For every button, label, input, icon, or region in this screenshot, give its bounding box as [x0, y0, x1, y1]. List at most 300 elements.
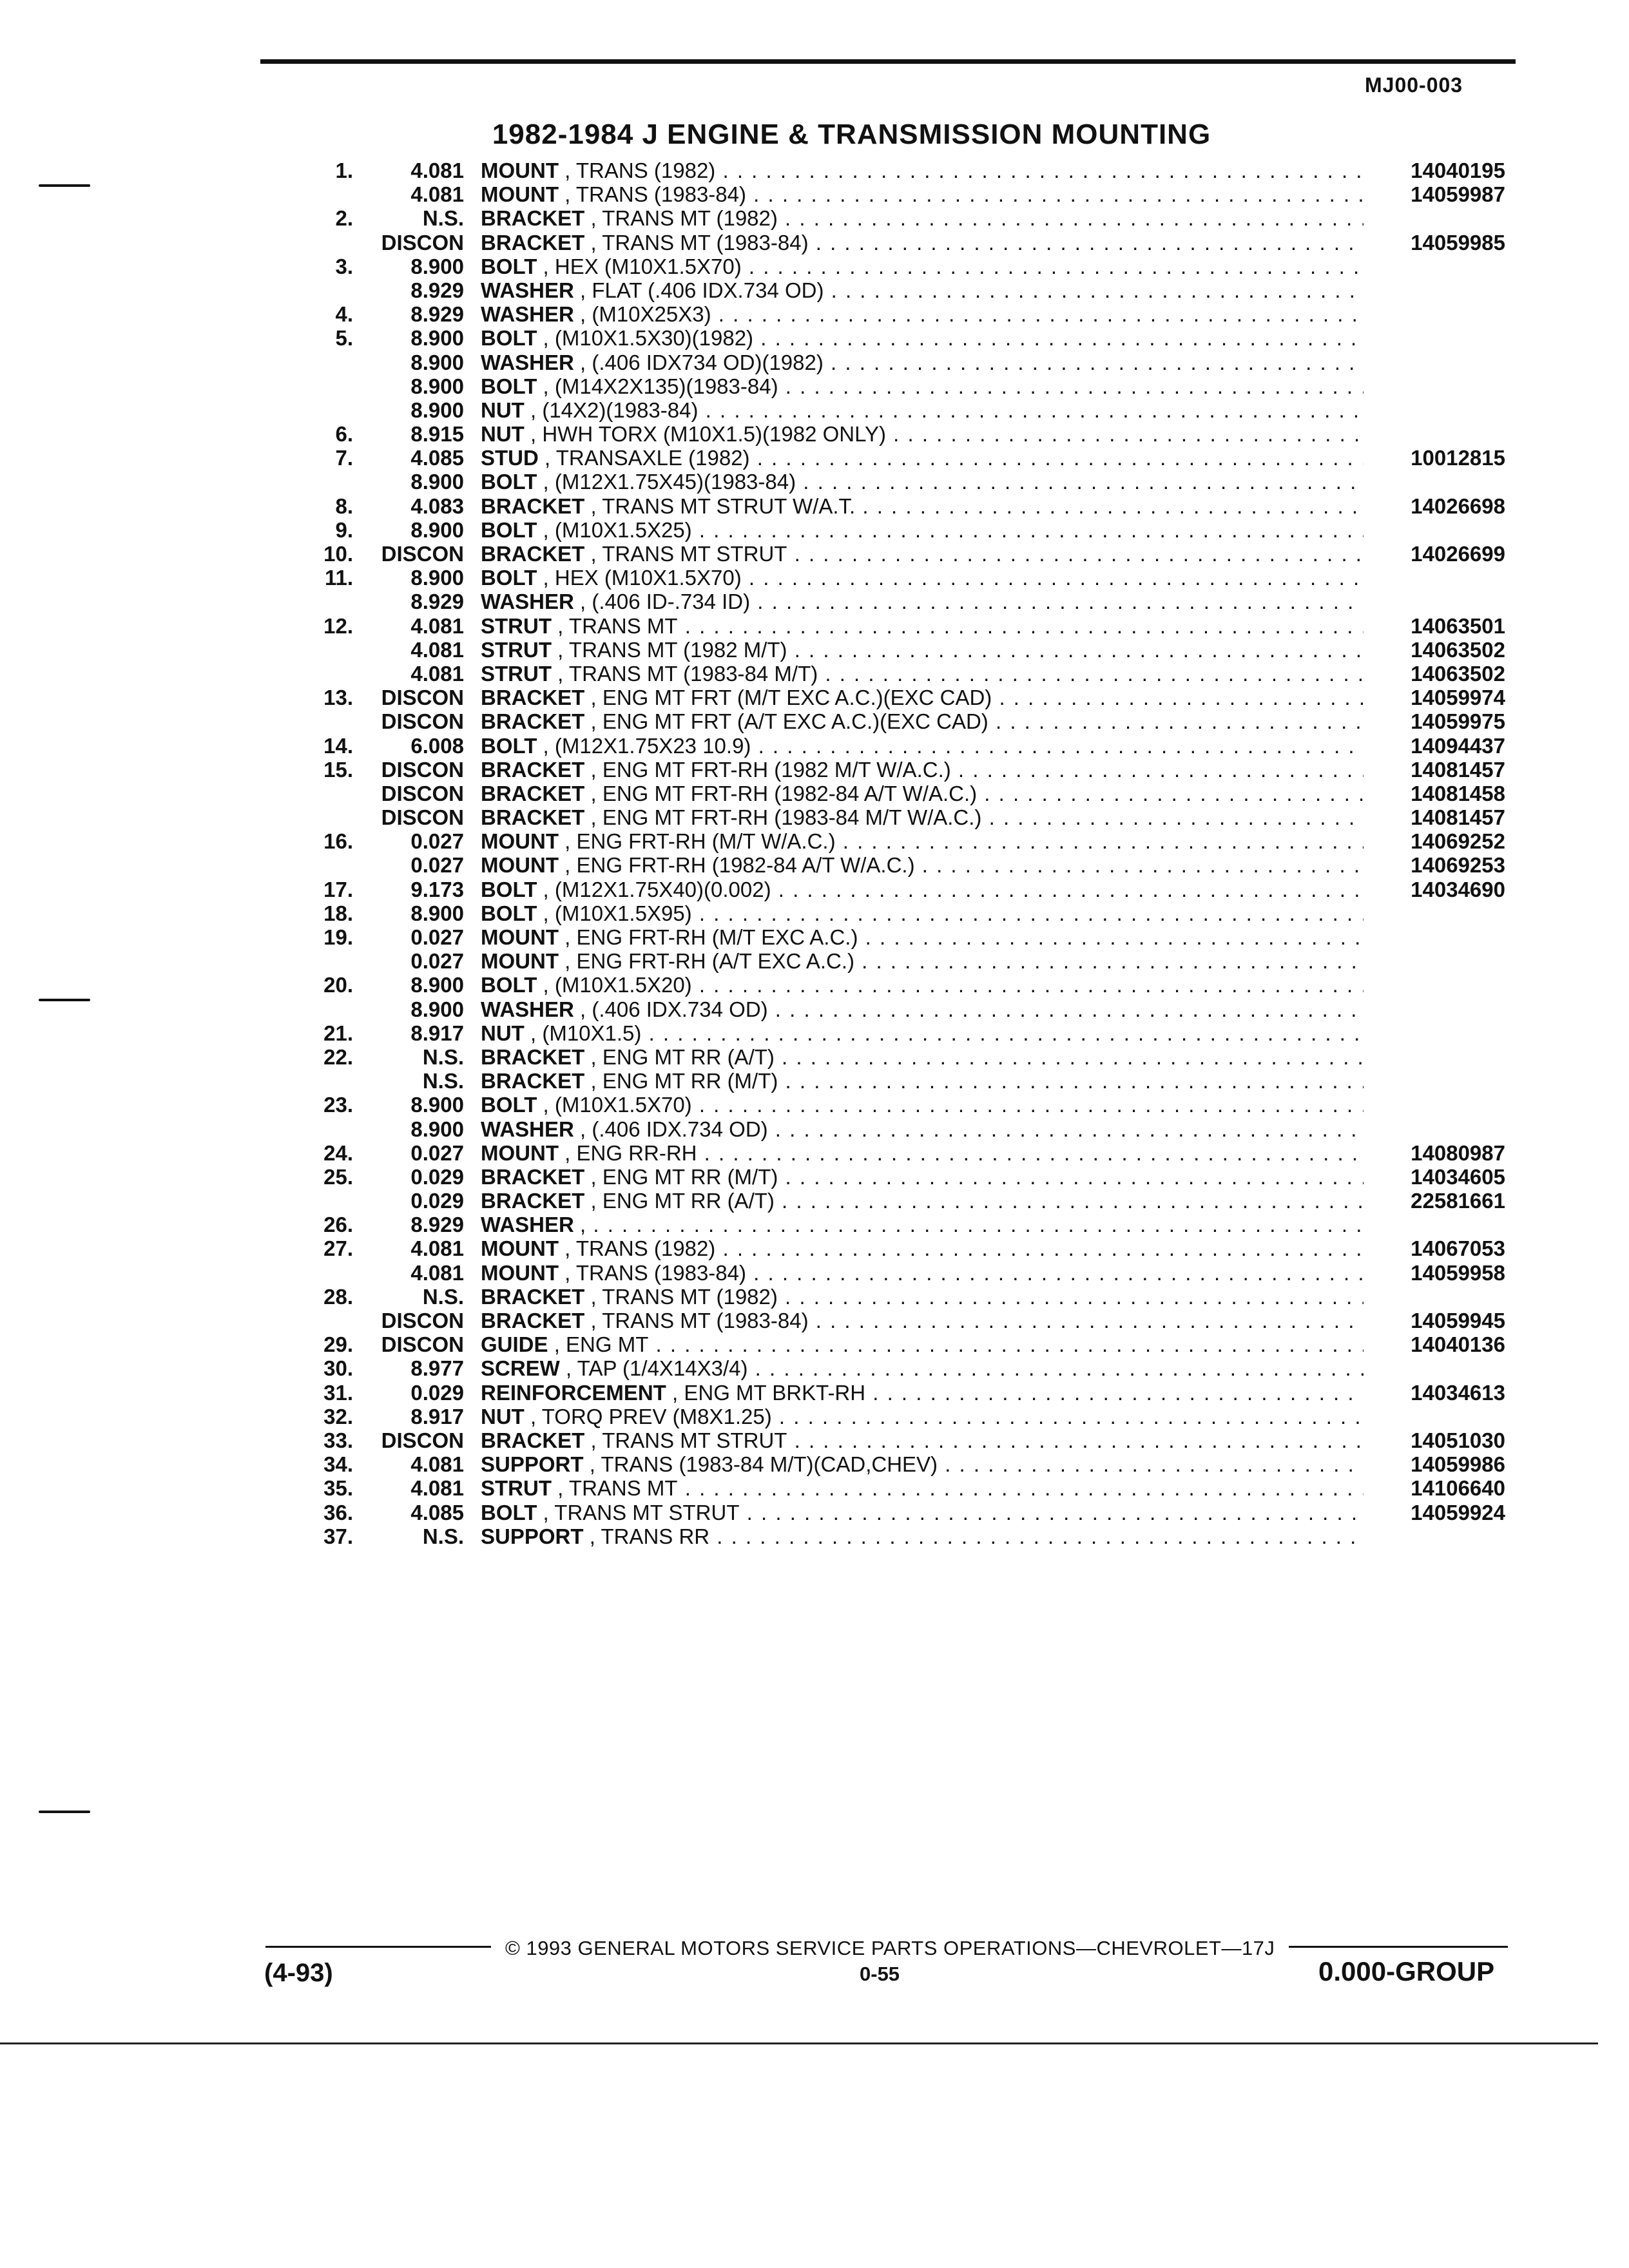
- part-detail: , (M12X1.75X23 10.9): [543, 733, 751, 758]
- group-number: 8.917: [410, 1021, 464, 1045]
- item-number: 12.: [323, 613, 353, 638]
- parts-list-row: [0, 829, 1629, 853]
- part-number: 14081457: [1411, 805, 1505, 830]
- part-number: 14080987: [1411, 1140, 1505, 1165]
- parts-list-row: [0, 1452, 1629, 1476]
- part-description: [481, 1069, 1364, 1093]
- parts-list-row: [0, 878, 1629, 901]
- part-detail: , ENG MT FRT-RH (1982-84 A/T W/A.C.): [590, 781, 978, 805]
- part-detail: , TRANS (1983-84): [564, 1260, 746, 1285]
- group-number: 8.900: [410, 254, 464, 278]
- group-number: N.S.: [422, 1524, 464, 1548]
- part-description: [481, 374, 1364, 398]
- part-description: [481, 1285, 1364, 1309]
- revision-date: (4-93): [264, 1959, 333, 1987]
- group-number: 0.027: [410, 853, 464, 878]
- item-number: 6.: [335, 422, 353, 447]
- group-number: 8.900: [410, 350, 464, 374]
- parts-list-row: [0, 422, 1629, 446]
- part-number: 14063502: [1411, 661, 1505, 686]
- part-name: WASHER: [481, 278, 574, 302]
- part-description: [481, 1356, 1364, 1380]
- part-detail: , TRANS RR: [589, 1524, 710, 1548]
- group-number: 6.008: [410, 733, 464, 758]
- parts-list-row: [0, 734, 1629, 758]
- group-number: 4.081: [410, 182, 464, 207]
- item-number: 13.: [323, 686, 353, 710]
- part-detail: , TRANSAXLE (1982): [545, 446, 750, 470]
- group-number: N.S.: [422, 1284, 464, 1309]
- parts-list-row: [0, 206, 1629, 230]
- group-number: N.S.: [422, 1044, 464, 1069]
- part-description: [481, 805, 1364, 829]
- group-number: DISCON: [381, 1309, 464, 1332]
- part-name: MOUNT: [481, 853, 559, 878]
- part-detail: , TRANS MT (1983-84 M/T): [557, 661, 818, 686]
- part-detail: , TRANS (1983-84): [564, 182, 746, 207]
- item-number: 29.: [323, 1332, 353, 1357]
- parts-list-row: [0, 518, 1629, 542]
- part-name: BOLT: [481, 517, 537, 542]
- part-number: 14026698: [1411, 494, 1505, 518]
- item-number: 2.: [335, 206, 353, 231]
- item-number: 31.: [323, 1380, 353, 1405]
- group-number: 0.027: [410, 925, 464, 949]
- part-description: [481, 1189, 1364, 1213]
- item-number: 33.: [323, 1428, 353, 1452]
- part-name: BOLT: [481, 374, 537, 398]
- part-name: BRACKET: [481, 1044, 585, 1069]
- group-number: DISCON: [381, 686, 464, 710]
- part-name: BRACKET: [481, 1069, 585, 1093]
- group-number: 8.900: [410, 326, 464, 351]
- part-number: 22581661: [1411, 1189, 1505, 1213]
- part-description: [481, 686, 1364, 709]
- parts-list-row: [0, 1117, 1629, 1141]
- part-name: GUIDE: [481, 1332, 548, 1357]
- part-detail: , (14X2)(1983-84): [530, 398, 699, 422]
- part-detail: , TORQ PREV (M8X1.25): [530, 1404, 772, 1428]
- parts-list-row: [0, 326, 1629, 350]
- part-name: BOLT: [481, 1093, 537, 1117]
- part-name: MOUNT: [481, 1260, 559, 1285]
- item-number: 30.: [323, 1356, 353, 1381]
- item-number: 24.: [323, 1140, 353, 1165]
- item-number: 21.: [323, 1021, 353, 1045]
- part-description: [481, 758, 1364, 782]
- part-name: MOUNT: [481, 949, 559, 974]
- part-detail: , TRANS MT (1983-84): [590, 1309, 809, 1332]
- part-description: [481, 326, 1364, 350]
- part-description: [481, 1045, 1364, 1069]
- group-number: 0.027: [410, 1140, 464, 1165]
- group-number: 8.900: [410, 398, 464, 422]
- item-number: 7.: [335, 446, 353, 470]
- parts-list-row: [0, 494, 1629, 518]
- part-description: [481, 614, 1364, 638]
- part-name: NUT: [481, 422, 525, 447]
- part-detail: , (M14X2X135)(1983-84): [543, 374, 778, 398]
- margin-mark: [39, 1811, 90, 1813]
- group-number: 8.977: [410, 1356, 464, 1381]
- group-number: 8.900: [410, 566, 464, 590]
- page-title: 1982-1984 J ENGINE & TRANSMISSION MOUNTING: [492, 119, 1211, 150]
- parts-list-row: [0, 398, 1629, 422]
- item-number: 20.: [323, 973, 353, 997]
- part-detail: , (.406 IDX734 OD)(1982): [580, 350, 824, 374]
- part-description: [481, 302, 1364, 326]
- group-number: 0.029: [410, 1164, 464, 1189]
- part-description: [481, 709, 1364, 733]
- part-description: [481, 1452, 1364, 1476]
- group-number: 8.900: [410, 1093, 464, 1117]
- parts-list-row: [0, 159, 1629, 182]
- parts-list-row: [0, 302, 1629, 326]
- bottom-rule: [0, 2042, 1598, 2044]
- part-name: STUD: [481, 446, 539, 470]
- parts-list-row: [0, 590, 1629, 613]
- group-number: 0.029: [410, 1189, 464, 1213]
- part-name: WASHER: [481, 1117, 574, 1141]
- group-number: 8.917: [410, 1404, 464, 1428]
- part-number: 14063501: [1411, 613, 1505, 638]
- part-name: BRACKET: [481, 1189, 585, 1213]
- part-detail: , (M10X1.5X30)(1982): [543, 326, 754, 351]
- part-detail: , TRANS MT: [557, 1476, 678, 1501]
- group-number: DISCON: [381, 542, 464, 566]
- group-number: 0.029: [410, 1380, 464, 1405]
- part-description: [481, 662, 1364, 686]
- parts-list-row: [0, 782, 1629, 805]
- part-name: BRACKET: [481, 230, 585, 255]
- part-detail: , TRANS MT (1983-84): [590, 230, 809, 255]
- item-number: 34.: [323, 1452, 353, 1477]
- parts-list-row: [0, 614, 1629, 638]
- part-detail: , ENG MT FRT-RH (1983-84 M/T W/A.C.): [590, 805, 982, 830]
- part-name: BOLT: [481, 901, 537, 925]
- part-name: MOUNT: [481, 159, 559, 182]
- part-detail: , TRANS MT (1982 M/T): [557, 637, 787, 662]
- parts-list-row: [0, 1261, 1629, 1285]
- parts-list-row: [0, 638, 1629, 662]
- part-name: BRACKET: [481, 206, 585, 231]
- group-number: 8.929: [410, 590, 464, 614]
- part-detail: , (M10X1.5X25): [543, 517, 692, 542]
- parts-list-row: [0, 709, 1629, 733]
- item-number: 17.: [323, 877, 353, 901]
- part-detail: , TRANS (1983-84 M/T)(CAD,CHEV): [589, 1452, 938, 1477]
- part-name: BRACKET: [481, 494, 585, 518]
- group-number: N.S.: [422, 206, 464, 231]
- part-name: BRACKET: [481, 709, 585, 734]
- part-name: WASHER: [481, 350, 574, 374]
- part-description: [481, 1332, 1364, 1356]
- parts-list-row: [0, 1141, 1629, 1165]
- part-description: [481, 206, 1364, 230]
- group-number: 0.027: [410, 829, 464, 854]
- part-number: 14063502: [1411, 637, 1505, 662]
- copyright-notice: © 1993 GENERAL MOTORS SERVICE PARTS OPERATIONS—CHEVROLET—17J: [505, 1937, 1275, 1959]
- item-number: 18.: [323, 901, 353, 925]
- part-detail: , (M10X1.5X70): [543, 1093, 692, 1117]
- parts-list-row: [0, 278, 1629, 302]
- parts-list-row: [0, 1045, 1629, 1069]
- part-description: [481, 925, 1364, 949]
- item-number: 37.: [323, 1524, 353, 1548]
- part-detail: , (.406 ID-.734 ID): [580, 590, 751, 614]
- parts-list-row: [0, 374, 1629, 398]
- footer-rule-right: [1289, 1946, 1508, 1948]
- item-number: 26.: [323, 1213, 353, 1237]
- parts-list-row: [0, 231, 1629, 255]
- part-description: [481, 590, 1364, 613]
- part-number: 14081457: [1411, 757, 1505, 782]
- part-description: [481, 231, 1364, 255]
- part-description: [481, 1236, 1364, 1260]
- part-name: BOLT: [481, 973, 537, 997]
- part-description: [481, 159, 1364, 182]
- part-description: [481, 1428, 1364, 1452]
- part-name: BRACKET: [481, 1284, 585, 1309]
- part-detail: , TRANS MT (1982): [590, 1284, 778, 1309]
- part-number: 14094437: [1411, 733, 1505, 758]
- part-description: [481, 1093, 1364, 1117]
- part-name: BRACKET: [481, 781, 585, 805]
- part-name: SUPPORT: [481, 1452, 584, 1477]
- part-detail: , ENG FRT-RH (M/T W/A.C.): [564, 829, 836, 854]
- part-detail: , (M12X1.75X45)(1983-84): [543, 470, 796, 494]
- group-number: 0.027: [410, 949, 464, 974]
- part-detail: , TRANS MT STRUT: [543, 1500, 740, 1524]
- part-description: [481, 901, 1364, 925]
- parts-list-row: [0, 470, 1629, 494]
- group-number: DISCON: [381, 1332, 464, 1357]
- part-number: 14059924: [1411, 1500, 1505, 1524]
- part-number: 10012815: [1411, 446, 1505, 470]
- part-description: [481, 1261, 1364, 1285]
- part-name: MOUNT: [481, 1140, 559, 1165]
- part-detail: , ENG FRT-RH (A/T EXC A.C.): [564, 949, 854, 974]
- group-number: DISCON: [381, 757, 464, 782]
- part-description: [481, 566, 1364, 590]
- part-name: STRUT: [481, 613, 552, 638]
- item-number: 25.: [323, 1164, 353, 1189]
- item-number: 35.: [323, 1476, 353, 1501]
- group-number: 4.081: [410, 1260, 464, 1285]
- group-number: 8.900: [410, 517, 464, 542]
- part-detail: , (.406 IDX.734 OD): [580, 997, 768, 1021]
- part-number: 14069252: [1411, 829, 1505, 854]
- part-detail: , ENG MT RR (A/T): [590, 1189, 775, 1213]
- part-detail: , TRANS MT STRUT: [590, 542, 787, 566]
- parts-list-row: [0, 1476, 1629, 1500]
- part-name: BRACKET: [481, 757, 585, 782]
- parts-list-row: [0, 1332, 1629, 1356]
- document-id: MJ00-003: [1365, 73, 1463, 97]
- part-number: 14040136: [1411, 1332, 1505, 1357]
- group-number: DISCON: [381, 230, 464, 255]
- parts-list-row: [0, 805, 1629, 829]
- part-description: [481, 470, 1364, 494]
- parts-list-row: [0, 1405, 1629, 1428]
- part-description: [481, 182, 1364, 206]
- part-name: BRACKET: [481, 686, 585, 710]
- group-number: 8.900: [410, 901, 464, 925]
- parts-list-row: [0, 1501, 1629, 1524]
- part-detail: , TRANS MT (1982): [590, 206, 778, 231]
- part-detail: , TAP (1/4X14X3/4): [566, 1356, 748, 1381]
- part-name: BRACKET: [481, 1164, 585, 1189]
- top-rule: [260, 59, 1516, 64]
- group-number: 4.081: [410, 661, 464, 686]
- item-number: 11.: [324, 566, 353, 590]
- part-detail: , ENG MT BRKT-RH: [672, 1380, 866, 1405]
- parts-list-row: [0, 1213, 1629, 1236]
- part-name: WASHER: [481, 1213, 574, 1237]
- part-description: [481, 1213, 1364, 1236]
- group-number: 4.081: [410, 1476, 464, 1501]
- part-detail: ,: [580, 1213, 586, 1237]
- part-name: MOUNT: [481, 925, 559, 949]
- page-number: 0-55: [860, 1963, 900, 1985]
- part-number: 14034690: [1411, 877, 1505, 901]
- part-description: [481, 446, 1364, 470]
- part-name: BOLT: [481, 877, 537, 901]
- part-description: [481, 1117, 1364, 1141]
- part-name: WASHER: [481, 997, 574, 1021]
- part-number: 14059986: [1411, 1452, 1505, 1477]
- part-description: [481, 878, 1364, 901]
- part-detail: , TRANS (1982): [564, 1236, 716, 1261]
- part-description: [481, 1141, 1364, 1165]
- part-detail: , ENG MT FRT-RH (1982 M/T W/A.C.): [590, 757, 951, 782]
- item-number: 9.: [335, 517, 353, 542]
- parts-list-row: [0, 1093, 1629, 1117]
- part-number: 14034605: [1411, 1164, 1505, 1189]
- part-description: [481, 853, 1364, 877]
- item-number: 22.: [323, 1044, 353, 1069]
- group-number: DISCON: [381, 805, 464, 830]
- parts-list-row: [0, 1381, 1629, 1405]
- part-name: BRACKET: [481, 805, 585, 830]
- part-description: [481, 494, 1364, 518]
- part-detail: , ENG MT RR (M/T): [590, 1069, 778, 1093]
- item-number: 4.: [335, 302, 353, 327]
- part-detail: , ENG MT RR (A/T): [590, 1044, 775, 1069]
- parts-list-row: [0, 1524, 1629, 1548]
- part-name: MOUNT: [481, 182, 559, 207]
- group-number: 4.085: [410, 1500, 464, 1524]
- group-number: 8.900: [410, 1117, 464, 1141]
- item-number: 5.: [335, 326, 353, 351]
- group-number: DISCON: [381, 781, 464, 805]
- group-number: 8.929: [410, 1213, 464, 1237]
- item-number: 14.: [323, 733, 353, 758]
- part-description: [481, 398, 1364, 422]
- group-number: N.S.: [422, 1069, 464, 1093]
- item-number: 36.: [323, 1500, 353, 1524]
- part-detail: , ENG RR-RH: [564, 1140, 697, 1165]
- group-number: 4.081: [410, 613, 464, 638]
- part-description: [481, 638, 1364, 662]
- part-description: [481, 542, 1364, 566]
- part-number: 14059985: [1411, 230, 1505, 255]
- part-detail: , FLAT (.406 IDX.734 OD): [580, 278, 824, 302]
- item-number: 32.: [323, 1404, 353, 1428]
- parts-list-row: [0, 182, 1629, 206]
- part-detail: , (M10X1.5X20): [543, 973, 692, 997]
- part-name: BRACKET: [481, 1309, 585, 1332]
- group-number: 8.915: [410, 422, 464, 447]
- item-number: 15.: [323, 757, 353, 782]
- part-number: 14069253: [1411, 853, 1505, 878]
- parts-list: [0, 159, 1629, 1548]
- part-number: 14059945: [1411, 1309, 1505, 1332]
- part-description: [481, 1165, 1364, 1189]
- group-number: 8.900: [410, 374, 464, 398]
- part-detail: , HEX (M10X1.5X70): [543, 254, 742, 278]
- part-detail: , (M10X1.5X95): [543, 901, 692, 925]
- part-name: BRACKET: [481, 1428, 585, 1452]
- parts-list-row: [0, 949, 1629, 973]
- part-number: 14059975: [1411, 709, 1505, 734]
- part-detail: , TRANS MT: [557, 613, 678, 638]
- group-number: 4.081: [410, 1236, 464, 1261]
- part-description: [481, 829, 1364, 853]
- part-number: 14067053: [1411, 1236, 1505, 1261]
- parts-list-row: [0, 997, 1629, 1021]
- part-name: STRUT: [481, 661, 552, 686]
- part-name: NUT: [481, 1404, 525, 1428]
- group-number: DISCON: [381, 1428, 464, 1452]
- parts-list-row: [0, 351, 1629, 374]
- part-name: BOLT: [481, 470, 537, 494]
- part-description: [481, 1501, 1364, 1524]
- part-number: 14106640: [1411, 1476, 1505, 1501]
- group-number: DISCON: [381, 709, 464, 734]
- part-name: BOLT: [481, 254, 537, 278]
- parts-list-row: [0, 1356, 1629, 1380]
- parts-list-row: [0, 1189, 1629, 1213]
- parts-list-row: [0, 1428, 1629, 1452]
- part-number: 14051030: [1411, 1428, 1505, 1452]
- parts-list-row: [0, 1285, 1629, 1309]
- parts-list-row: [0, 446, 1629, 470]
- part-description: [481, 734, 1364, 758]
- group-number: 9.173: [410, 877, 464, 901]
- part-number: 14059987: [1411, 182, 1505, 207]
- parts-list-row: [0, 853, 1629, 877]
- item-number: 28.: [323, 1284, 353, 1309]
- parts-list-row: [0, 566, 1629, 590]
- part-name: NUT: [481, 398, 525, 422]
- parts-list-row: [0, 1309, 1629, 1332]
- parts-list-row: [0, 542, 1629, 566]
- parts-list-row: [0, 1069, 1629, 1093]
- part-description: [481, 782, 1364, 805]
- part-name: SCREW: [481, 1356, 560, 1381]
- group-number: 8.900: [410, 470, 464, 494]
- group-number: 8.929: [410, 278, 464, 302]
- part-name: BOLT: [481, 326, 537, 351]
- item-number: 3.: [335, 254, 353, 278]
- parts-list-row: [0, 662, 1629, 686]
- item-number: 19.: [323, 925, 353, 949]
- part-description: [481, 1524, 1364, 1548]
- part-description: [481, 1476, 1364, 1500]
- part-description: [481, 351, 1364, 374]
- group-number: 4.081: [410, 159, 464, 182]
